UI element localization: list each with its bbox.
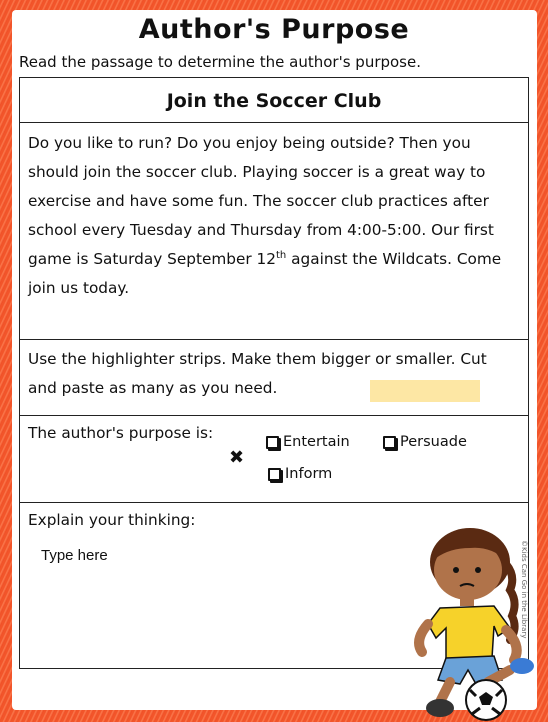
instructions-box (19, 339, 529, 416)
option-entertain-label: Entertain (283, 434, 350, 450)
passage-text-part2: against the Wildcats. Come join us today. (28, 250, 502, 297)
option-entertain[interactable] (266, 434, 350, 450)
option-inform-label: Inform (285, 466, 333, 482)
passage-box (19, 122, 529, 340)
purpose-label: The author's purpose is: (28, 424, 214, 442)
soccer-ball-icon (466, 680, 506, 720)
page-subtitle: Read the passage to determine the author's purpose. (19, 53, 421, 71)
checkbox-icon[interactable] (383, 436, 396, 449)
instructions-text: Use the highlighter strips. Make them bigger or smaller. Cut and paste as many as you need. (28, 350, 487, 397)
page-title: Author's Purpose (138, 14, 410, 45)
explain-label: Explain your thinking: (28, 511, 196, 529)
credit-text: ©Kids Can Go in the Library (520, 540, 528, 639)
soccer-girl-illustration (410, 520, 548, 722)
highlighter-strip[interactable] (370, 380, 480, 402)
option-inform[interactable] (268, 466, 332, 482)
explain-text-input[interactable] (41, 547, 341, 564)
passage-text-part1: Do you like to run? Do you enjoy being outside? Then you should join the soccer club. Playing soccer is a great way to exercise and have some fun. The soccer club practices after school every Tuesday and Thursday from 4:00-5:00. Our first game is Saturday September 12 (28, 134, 494, 268)
passage-heading-box (19, 77, 529, 123)
checkbox-icon[interactable] (266, 436, 279, 449)
passage-text (28, 129, 518, 303)
passage-heading: Join the Soccer Club (166, 90, 382, 112)
purpose-box (19, 415, 529, 503)
checkbox-icon[interactable] (268, 468, 281, 481)
option-persuade[interactable] (383, 434, 467, 450)
x-mark-icon[interactable]: ✖ (229, 447, 245, 468)
passage-superscript: th (276, 249, 287, 261)
option-persuade-label: Persuade (400, 434, 467, 450)
